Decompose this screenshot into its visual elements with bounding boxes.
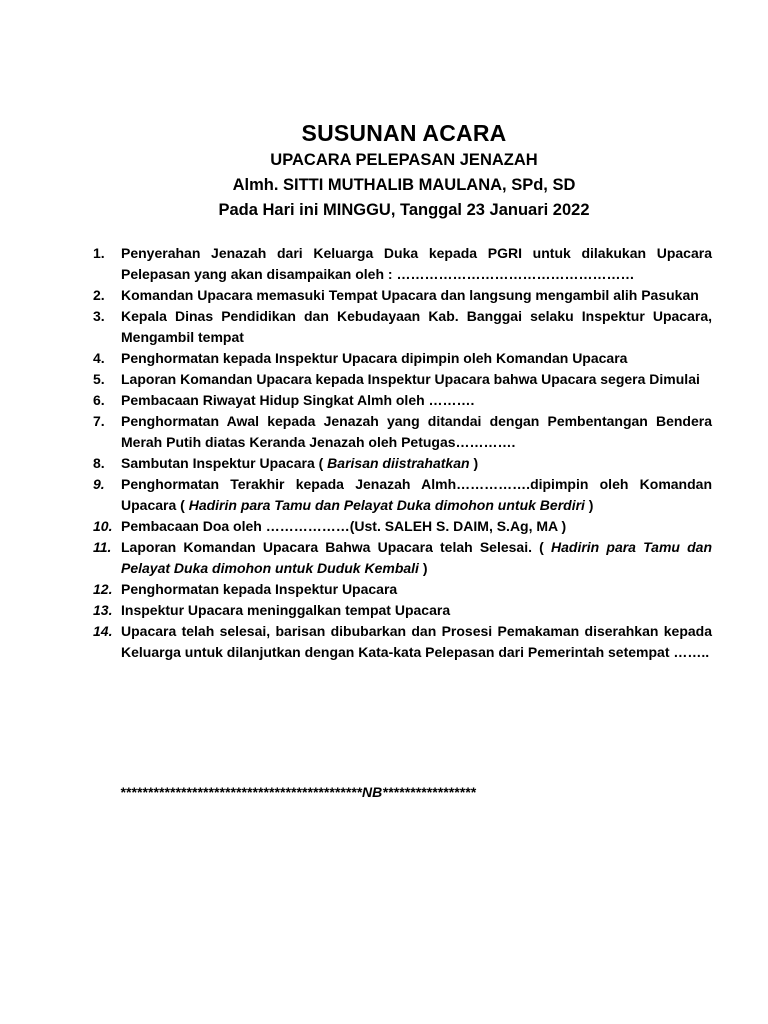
item-text: Inspektur Upacara meninggalkan tempat Upacara (121, 602, 451, 618)
item-number: 11. (93, 539, 112, 555)
item-text-after: ) (469, 455, 479, 471)
item-text: Pembacaan Riwayat Hidup Singkat Almh oleh ………. (121, 392, 475, 408)
agenda-item (88, 243, 712, 285)
item-text: Sambutan Inspektur Upacara ( (121, 455, 328, 471)
footer-divider (120, 782, 720, 802)
item-number: 8. (93, 455, 105, 471)
agenda-item (88, 390, 712, 411)
agenda-item (88, 621, 712, 663)
date-line: Pada Hari ini MINGGU, Tanggal 23 Januari 2022 (218, 201, 590, 219)
item-text-after: ) (418, 560, 428, 576)
item-number: 14. (93, 623, 113, 639)
item-italic-note: Hadirin para Tamu dan Pelayat Duka dimohon untuk Duduk Kembali (121, 539, 712, 576)
item-text: Pembacaan Doa oleh ………………(Ust. SALEH S. DAIM, S.Ag, MA ) (121, 518, 567, 534)
agenda-item (88, 600, 712, 621)
item-number: 1. (93, 245, 105, 261)
item-number: 2. (93, 287, 105, 303)
item-number: 12. (93, 581, 113, 597)
agenda-item (88, 537, 712, 579)
nb-label: NB (361, 784, 383, 800)
document-title: SUSUNAN ACARA (301, 120, 507, 146)
item-text: Penghormatan kepada Inspektur Upacara (121, 581, 398, 597)
item-number: 6. (93, 392, 105, 408)
stars-left: ******************************************** (120, 784, 362, 800)
item-text: Komandan Upacara memasuki Tempat Upacara dan langsung mengambil alih Pasukan (121, 287, 699, 303)
item-text: Laporan Komandan Upacara Bahwa Upacara telah Selesai. ( (121, 539, 551, 555)
agenda-item (88, 306, 712, 348)
item-number: 5. (93, 371, 105, 387)
item-text: Penghormatan kepada Inspektur Upacara dipimpin oleh Komandan Upacara (121, 350, 628, 366)
item-number: 4. (93, 350, 105, 366)
agenda-list (88, 243, 712, 663)
document-header (0, 118, 768, 223)
item-text-after: ) (584, 497, 594, 513)
agenda-item (88, 369, 712, 390)
agenda-item (88, 411, 712, 453)
agenda-item (88, 348, 712, 369)
stars-right: ***************** (382, 784, 476, 800)
item-number: 10. (93, 518, 113, 534)
item-text: Kepala Dinas Pendidikan dan Kebudayaan Kab. Banggai selaku Inspektur Upacara, Mengambil tempat (121, 308, 712, 345)
ceremony-subtitle: UPACARA PELEPASAN JENAZAH (270, 151, 538, 169)
agenda-item (88, 474, 712, 516)
item-number: 3. (93, 308, 105, 324)
item-number: 7. (93, 413, 105, 429)
deceased-name: Almh. SITTI MUTHALIB MAULANA, SPd, SD (232, 176, 576, 194)
item-text: Laporan Komandan Upacara kepada Inspektur Upacara bahwa Upacara segera Dimulai (121, 371, 700, 387)
item-text: Penghormatan Awal kepada Jenazah yang ditandai dengan Pembentangan Bendera Merah Putih diatas Keranda Jenazah oleh Petugas…………. (121, 413, 712, 450)
agenda-item (88, 453, 712, 474)
item-text: Upacara telah selesai, barisan dibubarkan dan Prosesi Pemakaman diserahkan kepada Keluarga untuk dilanjutkan dengan Kata-kata Pelepasan dari Pemerintah setempat …….. (121, 623, 712, 660)
item-italic-note: Hadirin para Tamu dan Pelayat Duka dimohon untuk Berdiri (188, 497, 585, 513)
agenda-item (88, 285, 712, 306)
agenda-item (88, 579, 712, 600)
item-number: 9. (93, 476, 105, 492)
item-text: Penghormatan Terakhir kepada Jenazah Almh…………….dipimpin oleh Komandan Upacara ( (121, 476, 712, 513)
item-number: 13. (93, 602, 113, 618)
item-text: Penyerahan Jenazah dari Keluarga Duka kepada PGRI untuk dilakukan Upacara Pelepasan yang akan disampaikan oleh : …………………………………………… (121, 245, 712, 282)
item-italic-note: Barisan diistrahatkan (327, 455, 470, 471)
agenda-item (88, 516, 712, 537)
